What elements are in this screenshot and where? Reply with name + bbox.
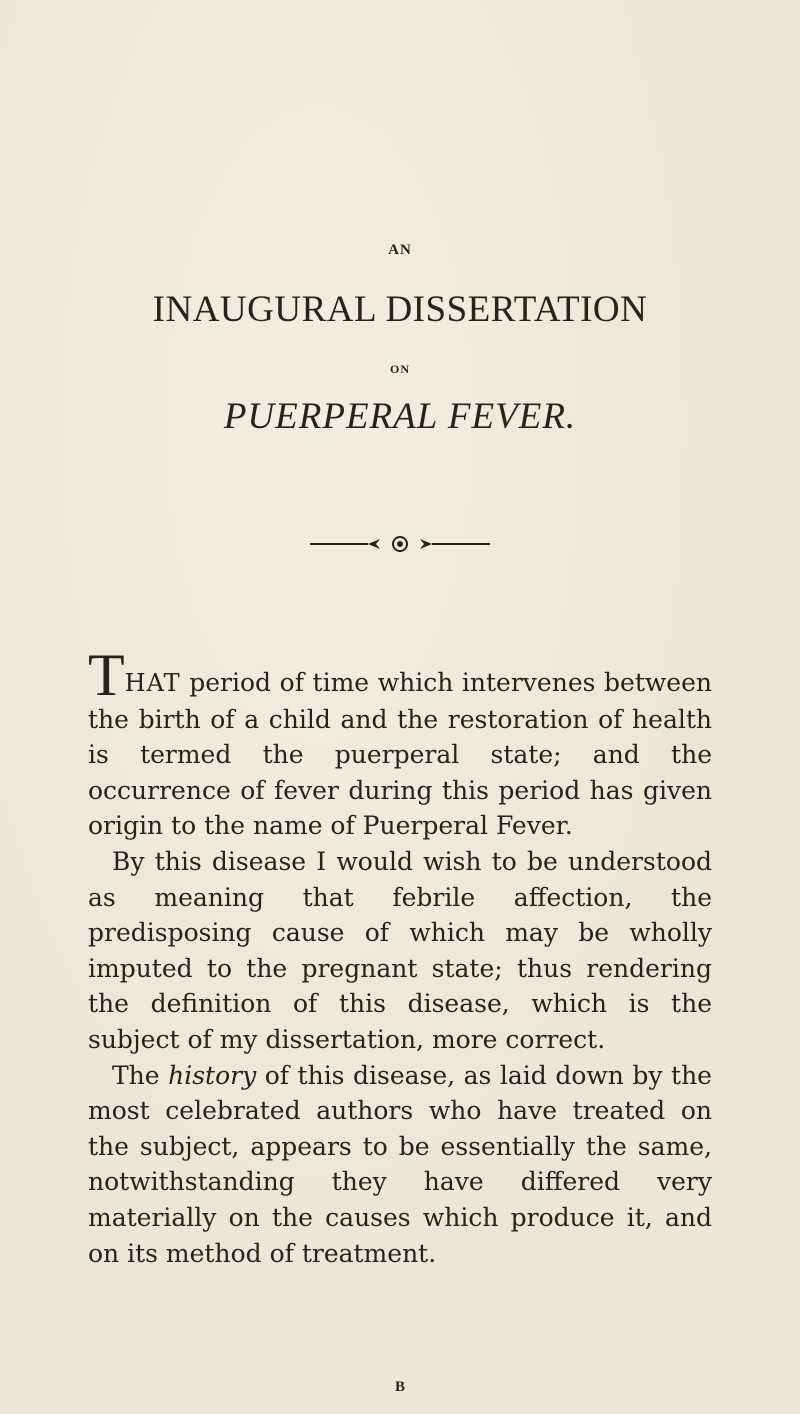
fleuron-icon bbox=[310, 536, 490, 552]
heading-an: AN bbox=[388, 242, 412, 258]
paragraph-3-start: The bbox=[112, 1060, 169, 1090]
signature-mark: B bbox=[394, 1379, 405, 1395]
paragraph-1 bbox=[88, 642, 712, 844]
paragraph-3-text: of this disease, as laid down by the most celebrated authors who have treated on the subject, appears to be essentially the same, notwithstanding they have differed very materially on the causes which produce it, and on its method of treatment. bbox=[88, 1060, 712, 1268]
paragraph-3 bbox=[88, 1058, 712, 1272]
paragraph-2-text: By this disease I would wish to be understood as meaning that febrile affection, the predisposing cause of which may be wholly imputed to the pregnant state; thus rendering the definition of this disease, which is the subject of my dissertation, more correct. bbox=[88, 846, 712, 1054]
opening-word: HAT bbox=[124, 669, 181, 697]
body-text bbox=[88, 642, 712, 1271]
paragraph-1-text: period of time which intervenes between the birth of a child and the restoration of health is termed the puerperal state; and the occurrence of fever during this period has given origin to the name of Puerperal Fever. bbox=[88, 668, 712, 841]
paragraph-2 bbox=[88, 844, 712, 1058]
dissertation-title: INAUGURAL DISSERTATION bbox=[152, 289, 648, 330]
italic-history: history bbox=[168, 1060, 257, 1090]
drop-cap: T bbox=[88, 642, 125, 708]
heading-on: ON bbox=[390, 362, 410, 376]
dissertation-subject: PUERPERAL FEVER. bbox=[223, 396, 577, 437]
